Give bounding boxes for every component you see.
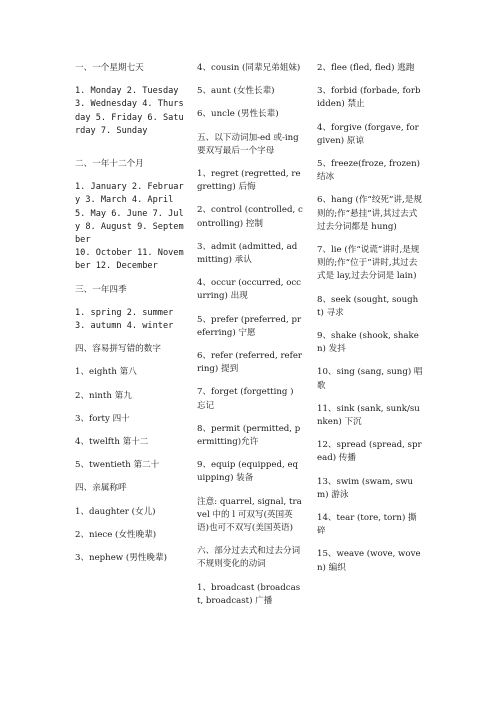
list-item: 7、lie (作“说谎”讲时,是规则的;作“位于”讲时,其过去式是 lay,过去分词是 lain) [317, 245, 420, 282]
list-item: 3、forty 四十 [75, 413, 130, 424]
section-heading: 四、容易拼写错的数字 [75, 344, 161, 355]
column-1 [75, 62, 185, 575]
list-item: 5、twentieth 第二十 [75, 460, 160, 471]
list-item: 2、niece (女性晚辈) [75, 529, 157, 540]
list-item: 3、admit (admitted, admitting) 承认 [197, 241, 298, 266]
list-item: 12、spread (spread, spread) 传播 [317, 440, 422, 464]
list-item: 8、permit (permitted, permitting)允许 [197, 423, 301, 448]
list-item: 2、flee (fled, fled) 逃跑 [317, 63, 415, 73]
section-heading: 二、一年十二个月 [75, 159, 144, 170]
list-item: 2、control (controlled, controlling) 控制 [197, 205, 303, 229]
list-item: 6、uncle (男性长辈) [197, 109, 279, 120]
list-item: 3、nephew (男性晚辈) [75, 553, 167, 564]
list-item: 8、seek (sought, sought) 寻求 [317, 294, 419, 318]
list-item: 1、broadcast (broadcast, broadcast) 广播 [197, 582, 301, 606]
list-item: 5、freeze(froze, frozen) 结冰 [317, 159, 420, 183]
section-heading: 一、一个星期七天 [75, 63, 144, 73]
list-item: 3、forbid (forbade, forbidden) 禁止 [317, 86, 421, 110]
list-item: 10、sing (sang, sung) 唱歌 [317, 367, 423, 391]
list-item: 4、forgive (forgave, forgiven) 原谅 [317, 122, 419, 146]
list-item: 4、cousin (同辈兄弟姐妹) [197, 63, 301, 73]
list-item: 9、shake (shook, shaken) 发抖 [317, 331, 419, 355]
section-heading: 六、部分过去式和过去分词不规则变化的动词 [197, 546, 301, 570]
list-item: 4、twelfth 第十二 [75, 437, 149, 448]
list-item: 4、occur (occurred, occurring) 出现 [197, 278, 301, 302]
season-list: 1. spring 2. summer 3. autumn 4. winter [75, 307, 174, 332]
list-item: 11、sink (sank, sunk/sunken) 下沉 [317, 403, 420, 428]
list-item: 9、equip (equipped, equipping) 装备 [197, 460, 299, 484]
month-list-cont: 10. October 11. November 12. December [75, 248, 184, 272]
list-item: 5、prefer (preferred, preferring) 宁愿 [197, 314, 302, 338]
weekday-list: 1. Monday 2. Tuesday 3. Wednesday 4. Thursday 5. Friday 6. Saturday 7. Sunday [75, 86, 184, 136]
list-item: 14、tear (tore, torn) 撕碎 [317, 513, 417, 537]
section-heading: 五、以下动词加-ed 或-ing 要双写最后一个字母 [197, 132, 299, 156]
column-3 [317, 62, 423, 585]
list-item: 6、refer (referred, referring) 提到 [197, 351, 303, 375]
column-2 [197, 62, 303, 618]
list-item: 13、swim (swam, swum) 游泳 [317, 476, 414, 500]
list-item: 7、forget (forgetting ) 忘记 [197, 387, 294, 411]
month-list: 1. January 2. February 3. March 4. April 5. May 6. June 7. July 8. August 9. September [75, 182, 184, 246]
section-heading: 四、亲属称呼 [75, 483, 127, 494]
list-item: 1、daughter (女儿) [75, 506, 156, 517]
spacer [75, 148, 185, 158]
list-item: 5、aunt (女性长辈) [197, 86, 275, 97]
list-item: 15、weave (wove, woven) 编织 [317, 549, 421, 573]
section-heading: 三、一年四季 [75, 284, 127, 295]
note: 注意: quarrel, signal, travel 中的 l 可双写(英国英语)也可不双写(美国英语) [197, 496, 302, 534]
list-item: 1、regret (regretted, regretting) 后悔 [197, 169, 301, 193]
list-item: 6、hang (作“绞死”讲,是规则的;作“悬挂”讲,其过去式过去分词都是 hung) [317, 195, 422, 232]
list-item: 2、ninth 第九 [75, 390, 132, 401]
list-item: 1、eighth 第八 [75, 367, 137, 378]
